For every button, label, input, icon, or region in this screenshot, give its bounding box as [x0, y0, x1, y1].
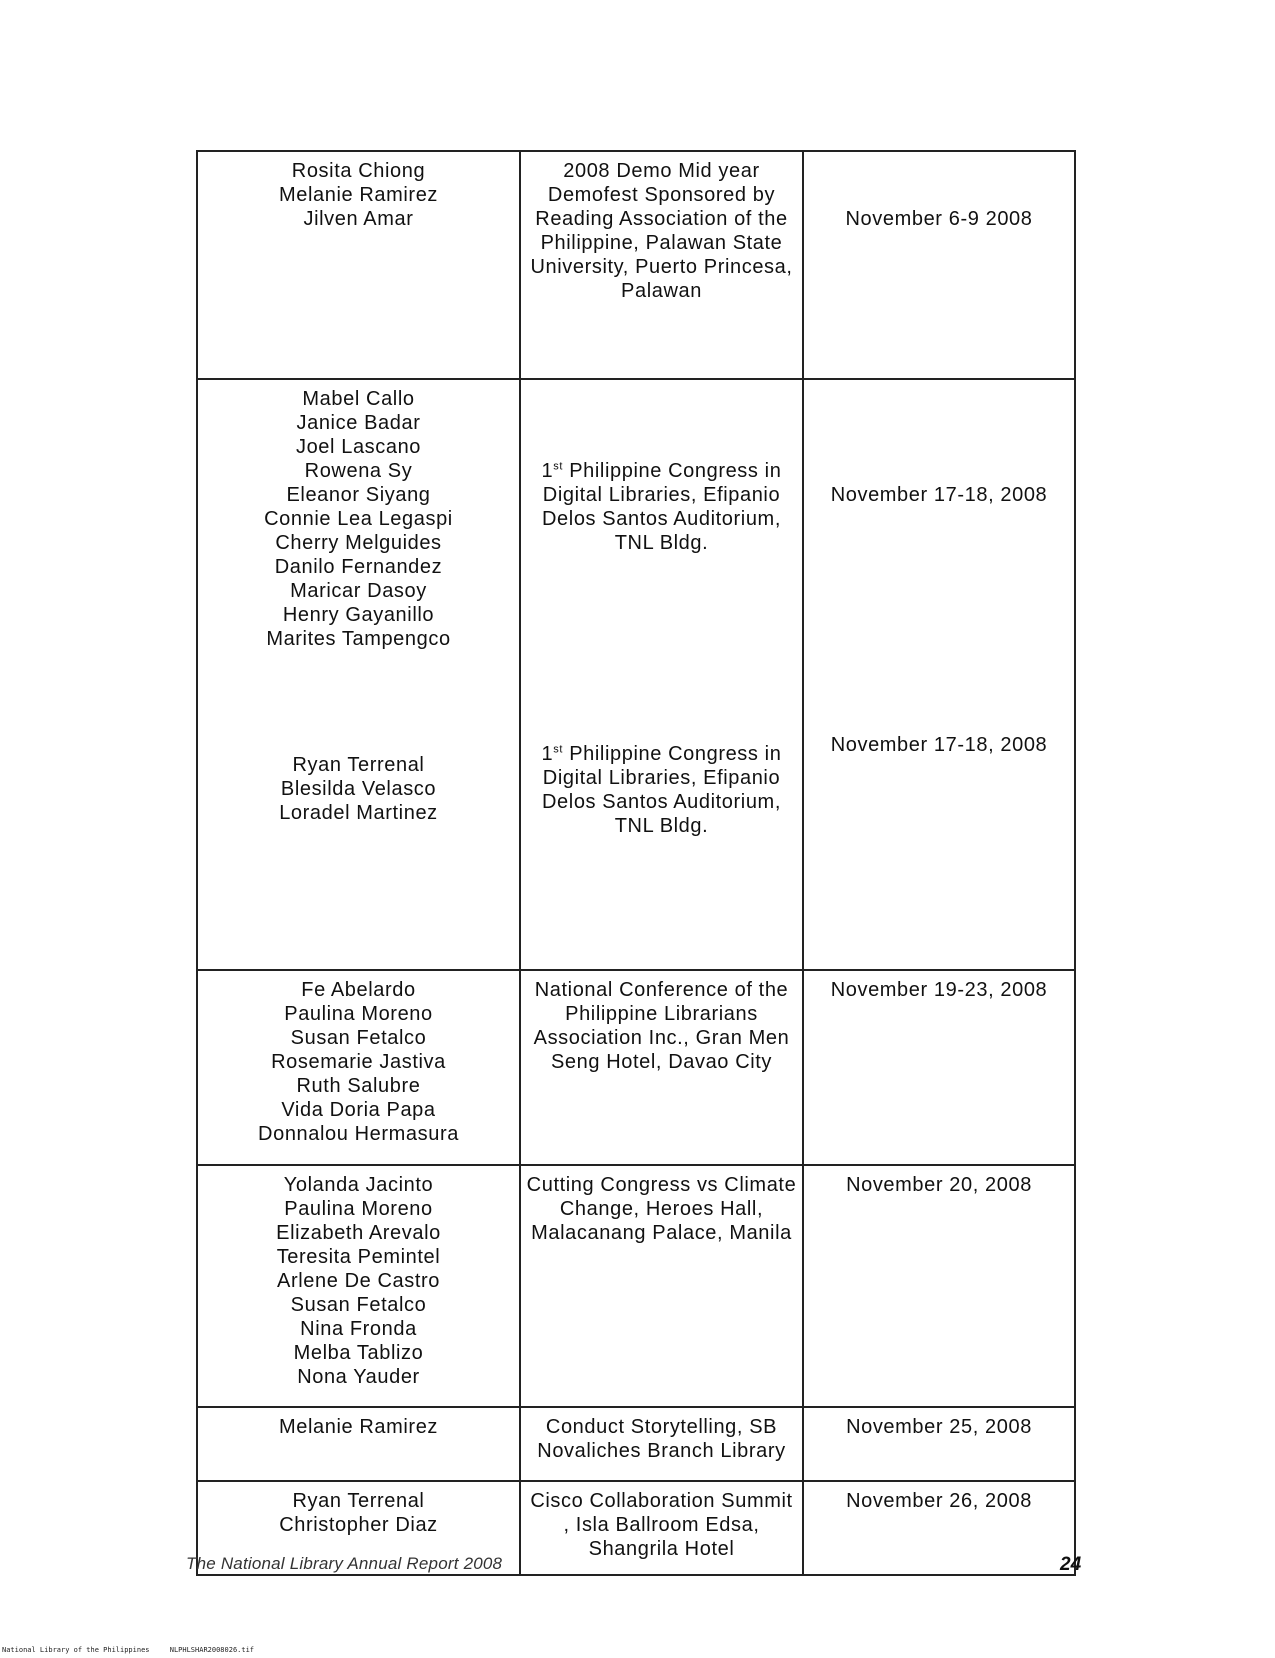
- participant-name: Loradel Martinez: [279, 802, 438, 824]
- participant-name: Danilo Fernandez: [274, 556, 443, 578]
- participant-name: Rosemarie Jastiva: [271, 1051, 446, 1073]
- participant-name: Ryan Terrenal: [292, 754, 425, 776]
- event-cell: [520, 1481, 803, 1575]
- table-row: [197, 1165, 1075, 1407]
- event-cell: [520, 970, 803, 1165]
- participant-name: Susan Fetalco: [290, 1294, 427, 1316]
- scan-stamp: [2, 1646, 270, 1654]
- participant-name: Mabel Callo: [302, 388, 415, 410]
- participant-name: Rosita Chiong: [291, 160, 426, 182]
- event-text: Philippine Congress in Digital Libraries, Efipanio Delos Santos Auditorium, TNL Bldg.: [542, 743, 782, 837]
- date-cell: [803, 1165, 1075, 1407]
- event-date: November 26, 2008: [846, 1490, 1032, 1512]
- participants-cell: [197, 1165, 520, 1407]
- scan-file: NLPHLSHAR2008026.tif: [169, 1646, 255, 1654]
- event-cell: [520, 1407, 803, 1481]
- date-cell: [803, 1481, 1075, 1575]
- table-row: [197, 1407, 1075, 1481]
- participant-name: Elizabeth Arevalo: [276, 1222, 441, 1244]
- participants-cell: [197, 1407, 520, 1481]
- page-number: 24: [1060, 1554, 1082, 1575]
- participant-name: Christopher Diaz: [279, 1514, 438, 1536]
- participant-name: Donnalou Hermasura: [258, 1123, 459, 1145]
- participants-cell: [197, 970, 520, 1165]
- event-date: November 25, 2008: [846, 1416, 1032, 1438]
- group-spacer: [808, 507, 1070, 733]
- event-description: Cutting Congress vs Climate Change, Heroes Hall, Malacanang Palace, Manila: [526, 1174, 797, 1244]
- date-cell: [803, 970, 1075, 1165]
- participant-name: Teresita Pemintel: [276, 1246, 441, 1268]
- participant-name: Arlene De Castro: [277, 1270, 440, 1292]
- event-description: 2008 Demo Mid year Demofest Sponsored by Reading Association of the Philippine, Palawan State University, Puerto Princesa, Palawan: [530, 160, 793, 302]
- participant-name: Connie Lea Legaspi: [264, 508, 453, 530]
- participant-name: Melanie Ramirez: [278, 184, 439, 206]
- event-ordinal-suffix: st: [553, 743, 564, 756]
- participant-name: Nina Fronda: [300, 1318, 417, 1340]
- event-description: Cisco Collaboration Summit , Isla Ballroom Edsa, Shangrila Hotel: [530, 1490, 793, 1560]
- table-row: [197, 379, 1075, 970]
- participant-name: Joel Lascano: [295, 436, 422, 458]
- event-ordinal-suffix: st: [553, 460, 564, 473]
- event-cell: [520, 379, 803, 970]
- participant-name: Nona Yauder: [297, 1366, 420, 1388]
- participant-name: Paulina Moreno: [284, 1198, 433, 1220]
- event-description: Conduct Storytelling, SB Novaliches Branch Library: [537, 1416, 786, 1462]
- participant-name: Cherry Melguides: [275, 532, 442, 554]
- participant-name: Ryan Terrenal: [292, 1490, 425, 1512]
- participant-name: Marites Tampengco: [266, 628, 451, 650]
- date-cell: [803, 1407, 1075, 1481]
- participant-name: Paulina Moreno: [284, 1003, 433, 1025]
- event-cell: [520, 151, 803, 379]
- date-cell: [803, 151, 1075, 379]
- participant-name: Henry Gayanillo: [282, 604, 435, 626]
- event-text: Philippine Congress in Digital Libraries, Efipanio Delos Santos Auditorium, TNL Bldg.: [542, 460, 782, 554]
- participant-name: Vida Doria Papa: [281, 1099, 436, 1121]
- participant-name: Fe Abelardo: [301, 979, 416, 1001]
- event-date: November 17-18, 2008: [830, 734, 1048, 756]
- event-date: November 20, 2008: [846, 1174, 1032, 1196]
- event-date: November 19-23, 2008: [830, 979, 1048, 1001]
- table-row: [197, 970, 1075, 1165]
- events-table: [196, 150, 1076, 1576]
- scan-source: National Library of the Philippines: [2, 1646, 150, 1654]
- participant-name: Yolanda Jacinto: [283, 1174, 434, 1196]
- event-description: National Conference of the Philippine Librarians Association Inc., Gran Men Seng Hotel, Davao City: [533, 979, 790, 1073]
- event-description: [525, 742, 798, 838]
- participant-name: Melanie Ramirez: [278, 1416, 439, 1438]
- date-cell: [803, 379, 1075, 970]
- participant-name: Ruth Salubre: [296, 1075, 421, 1097]
- event-description: [525, 459, 798, 555]
- participant-name: Maricar Dasoy: [290, 580, 427, 602]
- footer-report-title: The National Library Annual Report 2008: [186, 1554, 503, 1573]
- event-ordinal: 1: [541, 743, 554, 765]
- group-spacer: [525, 555, 798, 742]
- event-date: November 17-18, 2008: [830, 484, 1048, 506]
- event-cell: [520, 1165, 803, 1407]
- event-ordinal: 1: [541, 460, 554, 482]
- participant-name: Susan Fetalco: [290, 1027, 427, 1049]
- participant-name: Melba Tablizo: [293, 1342, 424, 1364]
- group-spacer: [202, 651, 515, 753]
- participant-name: Eleanor Siyang: [286, 484, 431, 506]
- event-date: November 6-9 2008: [845, 208, 1033, 230]
- participants-cell: [197, 151, 520, 379]
- participant-name: Janice Badar: [296, 412, 421, 434]
- participant-name: Rowena Sy: [304, 460, 413, 482]
- participant-name: Blesilda Velasco: [280, 778, 437, 800]
- table-row: [197, 151, 1075, 379]
- participant-name: Jilven Amar: [303, 208, 414, 230]
- participants-cell: [197, 379, 520, 970]
